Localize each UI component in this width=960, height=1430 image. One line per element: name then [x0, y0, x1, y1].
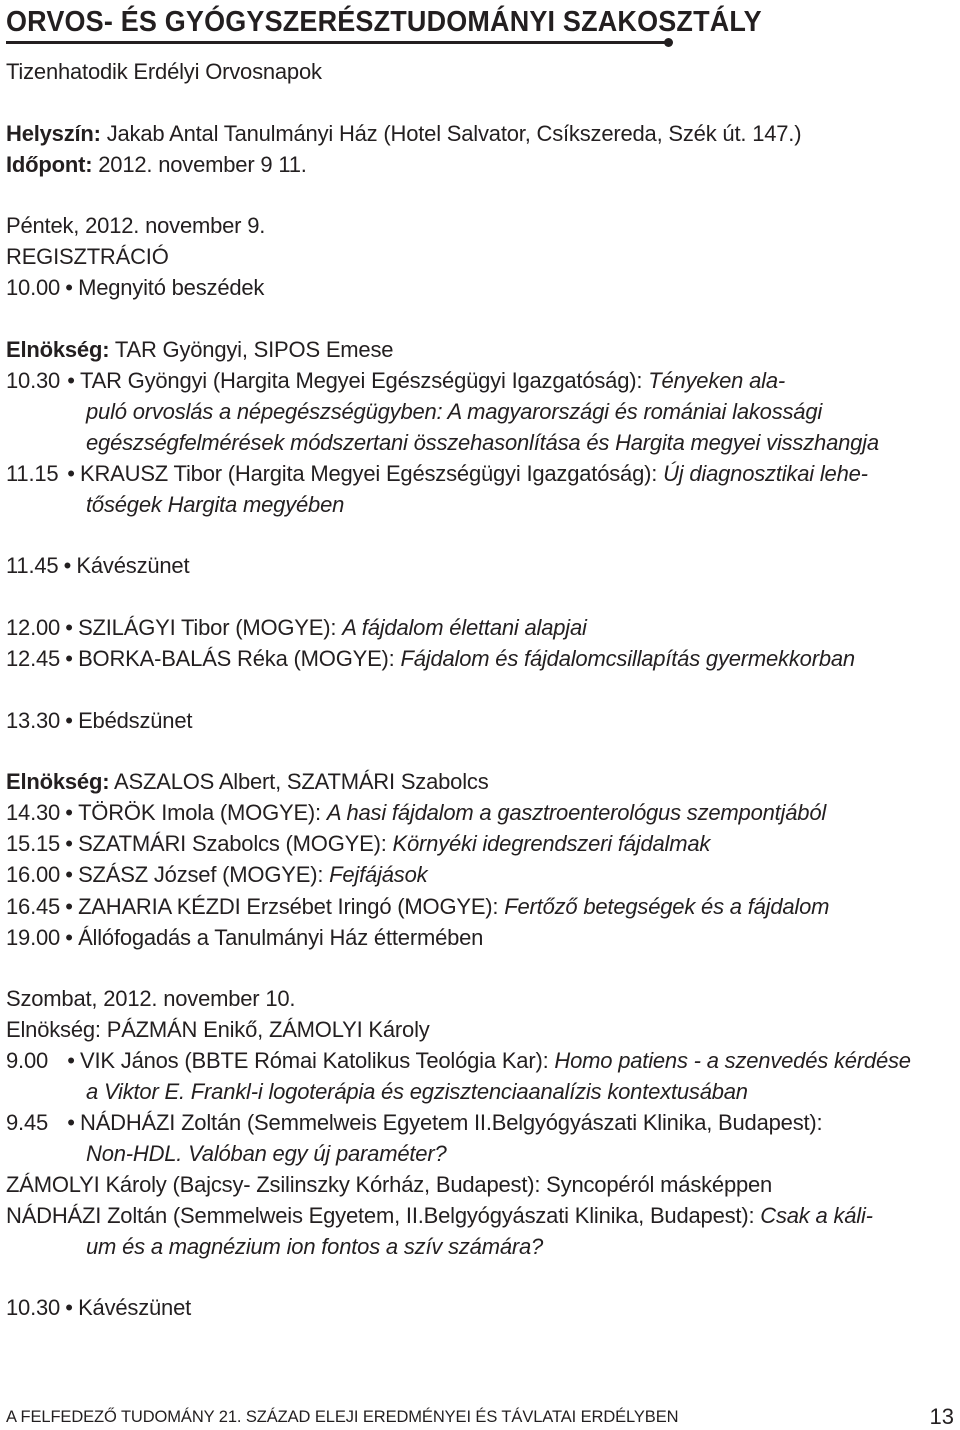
bullet-icon: • [65, 800, 73, 825]
schedule-item-talk-4 [6, 646, 855, 672]
page-number: 13 [929, 1404, 954, 1429]
time: 19.00 [6, 925, 61, 950]
bullet-icon: • [65, 1295, 73, 1320]
bullet-icon: • [65, 646, 73, 671]
title-rule [6, 41, 666, 44]
talk-title-line: puló orvoslás a népegészségügyben: A magyarországi és romániai lakossági [86, 399, 823, 424]
schedule-item-reception [6, 925, 483, 951]
time: 14.30 [6, 800, 61, 825]
time: 15.15 [6, 831, 61, 856]
speaker: TAR Gyöngyi (Hargita Megyei Egészségügyi Igazgatóság): [80, 368, 649, 393]
speaker: SZILÁGYI Tibor (MOGYE): [78, 615, 343, 640]
saturday-heading: Szombat, 2012. november 10. [6, 986, 296, 1011]
bullet-icon: • [65, 615, 73, 640]
schedule-item-sat-talk-2 [6, 1110, 822, 1136]
rule-end-dot-icon [664, 38, 673, 47]
speaker: ZAHARIA KÉZDI Erzsébet Iringó (MOGYE): [78, 894, 505, 919]
time: 10.00 [6, 275, 61, 300]
venue-label: Helyszín: [6, 121, 101, 146]
time: 11.45 [6, 553, 59, 578]
chair-names: ASZALOS Albert, SZATMÁRI Szabolcs [109, 769, 489, 794]
schedule-item-talk-2 [6, 461, 868, 487]
speaker: VIK János (BBTE Római Katolikus Teológia Kar): [80, 1048, 555, 1073]
time: 9.45 [6, 1110, 49, 1135]
speaker: KRAUSZ Tibor (Hargita Megyei Egészségügyi Igazgatóság): [80, 461, 664, 486]
talk-title: Tényeken ala- [648, 368, 786, 393]
date-line [6, 152, 307, 178]
time: 11.15 [6, 461, 59, 486]
time: 16.00 [6, 862, 61, 887]
schedule-item-coffee-break [6, 553, 189, 579]
bullet-icon: • [67, 461, 75, 486]
running-footer: A FELFEDEZŐ TUDOMÁNY 21. SZÁZAD ELEJI EREDMÉNYEI ÉS TÁVLATAI ERDÉLYBEN [6, 1408, 679, 1426]
talk-title: A hasi fájdalom a gasztroenterológus szempontjából [326, 800, 827, 825]
bullet-icon: • [65, 708, 73, 733]
speaker: NÁDHÁZI Zoltán (Semmelweis Egyetem, II.Belgyógyászati Klinika, Budapest): [6, 1203, 761, 1228]
talk-title: Homo patiens - a szenvedés kérdése [554, 1048, 911, 1073]
schedule-item-opening [6, 275, 264, 301]
talk-title: Fájdalom és fájdalomcsillapítás gyermekkorban [400, 646, 855, 671]
event-subtitle: Tizenhatodik Erdélyi Orvosnapok [6, 59, 322, 84]
schedule-item-talk-1 [6, 368, 785, 394]
friday-heading: Péntek, 2012. november 9. [6, 213, 266, 238]
talk-title: Új diagnosztikai lehe- [663, 461, 868, 486]
schedule-item-talk-5 [6, 800, 826, 826]
talk-title-line: egészségfelmérések módszertani összehasonlítása és Hargita megyei visszhangja [86, 430, 879, 455]
bullet-icon: • [63, 553, 72, 578]
time: 16.45 [6, 894, 61, 919]
bullet-icon: • [65, 894, 73, 919]
schedule-item-talk-7 [6, 862, 427, 888]
item-text: Kávészünet [78, 1295, 192, 1320]
bullet-icon: • [67, 1110, 75, 1135]
item-text: Kávészünet [76, 553, 190, 578]
chair-line-2 [6, 769, 489, 795]
time: 12.45 [6, 646, 61, 671]
chair-label: Elnökség: [6, 769, 110, 794]
venue-line [6, 121, 801, 147]
chair-line-3: Elnökség: PÁZMÁN Enikő, ZÁMOLYI Károly [6, 1017, 430, 1042]
talk-title-line: um és a magnézium ion fontos a szív számára? [86, 1234, 544, 1259]
registration-label: REGISZTRÁCIÓ [6, 244, 169, 269]
bullet-icon: • [67, 1048, 75, 1073]
speaker: SZATMÁRI Szabolcs (MOGYE): [78, 831, 393, 856]
speaker: BORKA-BALÁS Réka (MOGYE): [78, 646, 401, 671]
time: 9.00 [6, 1048, 49, 1073]
item-text: Ebédszünet [78, 708, 193, 733]
talk-title: Fertőző betegségek és a fájdalom [504, 894, 830, 919]
time: 12.00 [6, 615, 61, 640]
chair-names: TAR Gyöngyi, SIPOS Emese [109, 337, 394, 362]
schedule-item-sat-coffee-break [6, 1295, 191, 1321]
time: 10.30 [6, 1295, 61, 1320]
time: 10.30 [6, 368, 61, 393]
schedule-item-talk-8 [6, 894, 829, 920]
bullet-icon: • [67, 368, 75, 393]
talk-title: Fejfájások [329, 862, 428, 887]
section-title: ORVOS- ÉS GYÓGYSZERÉSZTUDOMÁNYI SZAKOSZTÁLY [6, 6, 762, 38]
schedule-item-sat-talk-4 [6, 1203, 873, 1229]
schedule-item-sat-talk-3: ZÁMOLYI Károly (Bajcsy- Zsilinszky Kórház, Budapest): Syncopéról másképpen [6, 1172, 773, 1197]
item-text: Állófogadás a Tanulmányi Ház éttermében [78, 925, 484, 950]
bullet-icon: • [65, 275, 73, 300]
date-label: Időpont: [6, 152, 93, 177]
talk-title: Környéki idegrendszeri fájdalmak [392, 831, 711, 856]
talk-title-line: tőségek Hargita megyében [86, 492, 345, 517]
speaker: SZÁSZ József (MOGYE): [78, 862, 330, 887]
bullet-icon: • [65, 862, 73, 887]
chair-line-1 [6, 337, 393, 363]
venue-text: Jakab Antal Tanulmányi Ház (Hotel Salvator, Csíkszereda, Szék út. 147.) [100, 121, 802, 146]
chair-label: Elnökség: [6, 337, 110, 362]
speaker: NÁDHÁZI Zoltán (Semmelweis Egyetem II.Belgyógyászati Klinika, Budapest): [80, 1110, 823, 1135]
talk-title: Csak a káli- [760, 1203, 873, 1228]
time: 13.30 [6, 708, 61, 733]
schedule-item-talk-3 [6, 615, 587, 641]
talk-title: A fájdalom élettani alapjai [342, 615, 587, 640]
talk-title-line: a Viktor E. Frankl-i logoterápia és egzisztenciaanalízis kontextusában [86, 1079, 748, 1104]
schedule-item-lunch [6, 708, 192, 734]
schedule-item-talk-6 [6, 831, 710, 857]
talk-title-line: Non-HDL. Valóban egy új paraméter? [86, 1141, 447, 1166]
item-text: Megnyitó beszédek [78, 275, 265, 300]
speaker: TÖRÖK Imola (MOGYE): [78, 800, 327, 825]
bullet-icon: • [65, 831, 73, 856]
bullet-icon: • [65, 925, 73, 950]
schedule-item-sat-talk-1 [6, 1048, 911, 1074]
date-text: 2012. november 9 11. [92, 152, 307, 177]
